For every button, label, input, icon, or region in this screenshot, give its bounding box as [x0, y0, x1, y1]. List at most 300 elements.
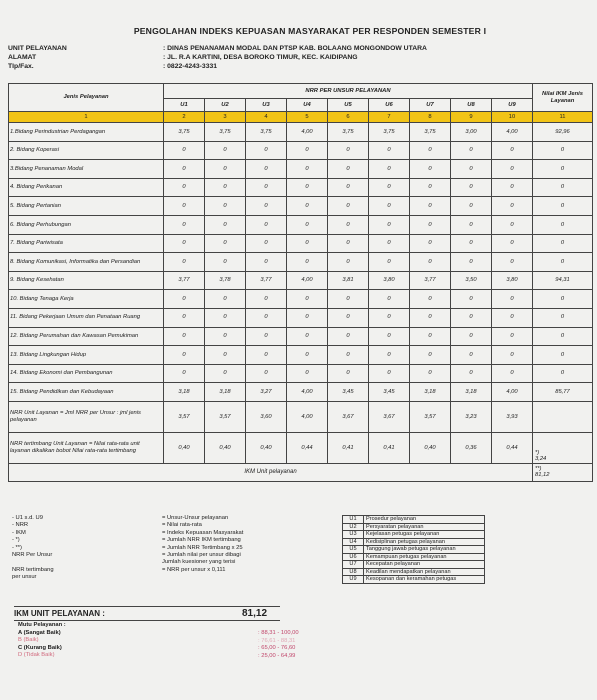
nrr-tertimbang-value: 0,41 — [369, 432, 410, 463]
unsur-label: Keadilan mendapatkan pelayanan — [364, 568, 485, 576]
nrr-value: 0 — [328, 160, 369, 179]
nrr-value: 0 — [164, 215, 205, 234]
nrr-value: 0 — [287, 308, 328, 327]
nrr-value: 0 — [164, 253, 205, 272]
nrr-value: 0 — [164, 197, 205, 216]
nrr-tertimbang-total — [533, 432, 593, 463]
nrr-unit-value: 3,57 — [164, 401, 205, 432]
nrr-value: 0 — [246, 160, 287, 179]
nrr-value: 0 — [451, 253, 492, 272]
star-note: **) — [535, 465, 542, 472]
unsur-row — [343, 538, 485, 546]
nrr-value: 0 — [246, 308, 287, 327]
nrr-value: 0 — [410, 141, 451, 160]
header-unit: U1 — [164, 99, 205, 112]
header-unit: U3 — [246, 99, 287, 112]
unsur-row — [343, 523, 485, 531]
column-number: 4 — [246, 112, 287, 123]
nrr-value: 0 — [369, 327, 410, 346]
ikm-value: 0 — [533, 290, 593, 309]
ikm-unit-row-label: IKM Unit pelayanan — [9, 463, 533, 481]
legend-term — [12, 559, 54, 566]
nrr-tertimbang-value: 0,40 — [410, 432, 451, 463]
unsur-code: U1 — [343, 516, 364, 524]
nrr-unit-value: 3,67 — [369, 401, 410, 432]
nrr-value: 0 — [410, 253, 451, 272]
column-number: 2 — [164, 112, 205, 123]
nrr-value: 3,18 — [205, 383, 246, 402]
nrr-value: 0 — [287, 197, 328, 216]
table-row — [9, 234, 593, 253]
nrr-value: 0 — [451, 327, 492, 346]
nrr-value: 3,18 — [451, 383, 492, 402]
service-name: 6. Bidang Perhubungan — [9, 215, 164, 234]
nrr-value: 0 — [492, 364, 533, 383]
nrr-value: 0 — [492, 253, 533, 272]
table-row — [9, 215, 593, 234]
nrr-value: 0 — [451, 197, 492, 216]
nrr-unit-value: 3,60 — [246, 401, 287, 432]
legend-definition: = Unsur-Unsur pelayanan — [162, 515, 229, 521]
nrr-unit-value: 3,57 — [410, 401, 451, 432]
unsur-code: U5 — [343, 546, 364, 554]
legend-definition: = Indeks Kepuasan Masyarakat — [162, 529, 244, 536]
nrr-tertimbang-label: NRR tertimbang Unit Layanan = Nilai rata-rata unit layanan dikalikan bobot Nilai rata-rata tertimbang — [9, 432, 164, 463]
service-name: 8. Bidang Komunikasi, Informatika dan Persandian — [9, 253, 164, 272]
unsur-code: U8 — [343, 568, 364, 576]
nrr-value: 3,75 — [205, 123, 246, 142]
header-unit: U7 — [410, 99, 451, 112]
table-row — [9, 141, 593, 160]
nrr-value: 0 — [410, 197, 451, 216]
nrr-value: 0 — [287, 290, 328, 309]
table-row — [9, 383, 593, 402]
nrr-value: 0 — [205, 197, 246, 216]
table-row — [9, 178, 593, 197]
nrr-value: 0 — [205, 160, 246, 179]
column-number: 9 — [451, 112, 492, 123]
column-number: 8 — [410, 112, 451, 123]
nrr-value: 0 — [369, 290, 410, 309]
nrr-value: 0 — [328, 290, 369, 309]
nrr-value: 0 — [246, 234, 287, 253]
mutu-grade-range: : 25,00 - 64,99 — [258, 652, 296, 659]
ikm-value: 0 — [533, 253, 593, 272]
nrr-unit-value: 4,00 — [287, 401, 328, 432]
nrr-value: 0 — [492, 178, 533, 197]
unsur-row — [343, 531, 485, 539]
legend-term: per unsur — [12, 574, 37, 581]
nrr-value: 3,80 — [492, 271, 533, 290]
nrr-value: 0 — [492, 308, 533, 327]
mutu-grade: B (Baik) — [18, 637, 39, 644]
meta-value: : JL. R.A KARTINI, DESA BOROKO TIMUR, KEC. KAIDIPANG — [163, 54, 358, 61]
service-name: 4. Bidang Perikanan — [9, 178, 164, 197]
nrr-unit-row — [9, 401, 593, 432]
nrr-unit-value: 3,57 — [205, 401, 246, 432]
legend-term: NRR tertimbang — [12, 566, 54, 573]
nrr-value: 0 — [246, 253, 287, 272]
column-number: 1 — [9, 112, 164, 123]
nrr-value: 0 — [328, 308, 369, 327]
table-row — [9, 271, 593, 290]
nrr-value: 0 — [369, 141, 410, 160]
nrr-value: 0 — [451, 160, 492, 179]
nrr-value: 0 — [369, 160, 410, 179]
nrr-value: 0 — [410, 160, 451, 179]
nrr-value: 0 — [287, 327, 328, 346]
table-row — [9, 123, 593, 142]
unsur-row — [343, 576, 485, 584]
legend-term: - U1 s.d. U9 — [12, 515, 43, 521]
legend-definitions — [162, 515, 243, 574]
nrr-value: 0 — [287, 253, 328, 272]
service-name: 1.Bidang Perindustrian Perdagangan — [9, 123, 164, 142]
table-row — [9, 346, 593, 365]
nrr-value: 0 — [410, 364, 451, 383]
header-unit: U6 — [369, 99, 410, 112]
unsur-row — [343, 546, 485, 554]
column-number: 10 — [492, 112, 533, 123]
nrr-value: 4,00 — [287, 271, 328, 290]
nrr-value: 0 — [328, 234, 369, 253]
nrr-value: 3,27 — [246, 383, 287, 402]
unsur-label: Kesopanan dan keramahan petugas — [364, 576, 485, 584]
nrr-value: 4,00 — [287, 123, 328, 142]
ikm-value: 0 — [533, 141, 593, 160]
mutu-title: Mutu Pelayanan : — [18, 622, 66, 628]
nrr-value: 0 — [492, 327, 533, 346]
nrr-value: 0 — [205, 178, 246, 197]
unsur-label: Kejelasan petugas pelayanan — [364, 531, 485, 539]
unsur-label: Prosedur pelayanan — [364, 516, 485, 524]
ikm-value: 0 — [533, 215, 593, 234]
nrr-value: 0 — [164, 290, 205, 309]
mutu-grade-range: : 88,31 - 100,00 — [258, 630, 299, 636]
ikm-value: 81,12 — [535, 472, 550, 479]
star-note: *) — [535, 449, 540, 456]
nrr-value: 0 — [205, 215, 246, 234]
table-row — [9, 290, 593, 309]
nrr-value: 0 — [287, 234, 328, 253]
nrr-value: 0 — [287, 364, 328, 383]
nrr-value: 0 — [287, 141, 328, 160]
nrr-value: 0 — [451, 290, 492, 309]
ikm-value: 0 — [533, 160, 593, 179]
nrr-value: 0 — [492, 141, 533, 160]
service-name: 7. Bidang Pariwisata — [9, 234, 164, 253]
meta-value: : 0822-4243-3331 — [163, 63, 218, 70]
nrr-value: 3,75 — [246, 123, 287, 142]
legend-definition: = Jumlah NRR Tertimbang x 25 — [162, 544, 243, 551]
nrr-value: 0 — [164, 178, 205, 197]
nrr-value: 0 — [205, 141, 246, 160]
service-name: 3.Bidang Penanaman Modal — [9, 160, 164, 179]
nrr-value: 0 — [451, 141, 492, 160]
nrr-value: 0 — [492, 197, 533, 216]
nrr-value: 3,45 — [328, 383, 369, 402]
nrr-value: 0 — [410, 290, 451, 309]
nrr-value: 0 — [492, 290, 533, 309]
nrr-value: 0 — [492, 160, 533, 179]
unit-meta — [8, 44, 427, 71]
nrr-value: 0 — [328, 253, 369, 272]
nrr-value: 0 — [451, 364, 492, 383]
service-name: 15. Bidang Pendidikan dan Kebudayaan — [9, 383, 164, 402]
meta-label: UNIT PELAYANAN — [8, 45, 67, 52]
service-name: 5. Bidang Pertanian — [9, 197, 164, 216]
nrr-value: 4,00 — [492, 383, 533, 402]
nrr-value: 3,75 — [410, 123, 451, 142]
nrr-value: 3,45 — [369, 383, 410, 402]
column-number: 3 — [205, 112, 246, 123]
nrr-tertimbang-value: 0,44 — [287, 432, 328, 463]
unsur-row — [343, 553, 485, 561]
service-name: 10. Bidang Tenaga Kerja — [9, 290, 164, 309]
header-nrr-group: NRR PER UNSUR PELAYANAN — [164, 84, 533, 99]
nrr-unit-label: NRR Unit Layanan = Jml NRR per Unsur : jml jenis pelayanan — [9, 401, 164, 432]
nrr-value: 3,18 — [410, 383, 451, 402]
nrr-tertimbang-value: 0,40 — [246, 432, 287, 463]
header-unit: U2 — [205, 99, 246, 112]
nrr-value: 3,78 — [205, 271, 246, 290]
nrr-value: 0 — [246, 346, 287, 365]
nrr-value: 0 — [410, 308, 451, 327]
nrr-value: 3,77 — [410, 271, 451, 290]
column-number: 11 — [533, 112, 593, 123]
nrr-value: 0 — [246, 364, 287, 383]
nrr-value: 0 — [369, 308, 410, 327]
service-name: 12. Bidang Perumahan dan Kawasan Pemukiman — [9, 327, 164, 346]
nrr-tertimbang-value: 0,36 — [451, 432, 492, 463]
nrr-unit-value: 3,93 — [492, 401, 533, 432]
meta-label: Tlp/Fax. — [8, 63, 34, 70]
unsur-code: U2 — [343, 523, 364, 531]
legend-term: - IKM — [12, 529, 26, 536]
unsur-label: Persyaratan pelayanan — [364, 523, 485, 531]
legend-term: - *) — [12, 537, 20, 544]
nrr-tertimbang-row — [9, 432, 593, 463]
nrr-value: 0 — [328, 364, 369, 383]
nrr-value: 0 — [369, 234, 410, 253]
nrr-value: 3,77 — [164, 271, 205, 290]
service-name: 14. Bidang Ekonomi dan Pembangunan — [9, 364, 164, 383]
legend-term: NRR Per Unsur — [12, 551, 53, 558]
service-name: 13. Bidang Lingkungan Hidup — [9, 346, 164, 365]
table-row — [9, 253, 593, 272]
nrr-value: 3,75 — [369, 123, 410, 142]
ikm-unit-summary — [14, 606, 280, 621]
column-number: 5 — [287, 112, 328, 123]
nrr-value: 0 — [410, 234, 451, 253]
unsur-label: Kemampuan petugas pelayanan — [364, 553, 485, 561]
nrr-value: 0 — [410, 346, 451, 365]
nrr-value: 0 — [451, 234, 492, 253]
nrr-tertimbang-value: 0,41 — [328, 432, 369, 463]
nrr-value: 0 — [328, 141, 369, 160]
nrr-value: 0 — [164, 327, 205, 346]
nrr-value: 0 — [164, 364, 205, 383]
nrr-value: 0 — [205, 364, 246, 383]
nrr-value: 0 — [205, 290, 246, 309]
nrr-value: 3,81 — [328, 271, 369, 290]
table-row — [9, 160, 593, 179]
unsur-code: U3 — [343, 531, 364, 539]
service-name: 9. Bidang Kesehatan — [9, 271, 164, 290]
ikm-value: 85,77 — [533, 383, 593, 402]
empty-cell — [533, 401, 593, 432]
column-number: 7 — [369, 112, 410, 123]
nrr-value: 0 — [164, 234, 205, 253]
unsur-code: U6 — [343, 553, 364, 561]
nrr-value: 0 — [410, 215, 451, 234]
unsur-row — [343, 568, 485, 576]
nrr-value: 4,00 — [492, 123, 533, 142]
nrr-value: 0 — [451, 308, 492, 327]
ikm-unit-label: IKM UNIT PELAYANAN : — [14, 609, 105, 618]
ikm-unit-value: 81,12 — [242, 608, 268, 619]
nrr-value: 3,77 — [246, 271, 287, 290]
nrr-value: 0 — [492, 346, 533, 365]
nrr-value: 0 — [287, 346, 328, 365]
nrr-value: 0 — [205, 308, 246, 327]
mutu-grade: A (Sangat Baik) — [18, 629, 61, 636]
nrr-value: 0 — [205, 327, 246, 346]
legend-term: - **) — [12, 544, 22, 551]
nrr-value: 0 — [164, 308, 205, 327]
service-name: 11. Bidang Pekerjaan Umum dan Penataan Ruang — [9, 308, 164, 327]
ikm-value: 94,31 — [533, 271, 593, 290]
nrr-value: 0 — [246, 178, 287, 197]
nrr-unit-value: 3,23 — [451, 401, 492, 432]
mutu-grade: D (Tidak Baik) — [18, 652, 55, 659]
nrr-value: 0 — [328, 178, 369, 197]
ikm-table — [8, 83, 593, 482]
ikm-unit-row-value — [533, 463, 593, 481]
nrr-value: 3,75 — [164, 123, 205, 142]
unsur-row — [343, 516, 485, 524]
table-row — [9, 197, 593, 216]
ikm-value: 0 — [533, 234, 593, 253]
nrr-value: 0 — [369, 346, 410, 365]
ikm-value: 0 — [533, 178, 593, 197]
nrr-value: 0 — [205, 234, 246, 253]
nrr-value: 0 — [246, 215, 287, 234]
header-unit: U5 — [328, 99, 369, 112]
legend-definition: = Nilai rata-rata — [162, 522, 202, 529]
legend-definition: = NRR per unsur x 0,111 — [162, 566, 226, 573]
unsur-label: Kecepatan pelayanan — [364, 561, 485, 569]
table-row — [9, 364, 593, 383]
unsur-row — [343, 561, 485, 569]
meta-value: : DINAS PENANAMAN MODAL DAN PTSP KAB. BOLAANG MONGONDOW UTARA — [163, 45, 427, 52]
nrr-value: 0 — [328, 327, 369, 346]
column-number: 6 — [328, 112, 369, 123]
nrr-value: 0 — [164, 346, 205, 365]
ikm-value: 0 — [533, 197, 593, 216]
unsur-list-table — [342, 515, 485, 584]
header-unit: U4 — [287, 99, 328, 112]
nrr-value: 0 — [492, 234, 533, 253]
nrr-value: 0 — [492, 215, 533, 234]
nrr-value: 0 — [369, 178, 410, 197]
nrr-value: 3,50 — [451, 271, 492, 290]
nrr-value: 0 — [369, 253, 410, 272]
nrr-value: 0 — [246, 197, 287, 216]
service-name: 2. Bidang Koperasi — [9, 141, 164, 160]
header-unit: U9 — [492, 99, 533, 112]
unsur-label: Kedisiplinan petugas pelayanan — [364, 538, 485, 546]
ikm-unit-row — [9, 463, 593, 481]
nrr-value: 0 — [369, 197, 410, 216]
nrr-tertimbang-value: 0,40 — [164, 432, 205, 463]
nrr-unit-value: 3,67 — [328, 401, 369, 432]
table-row — [9, 327, 593, 346]
legend-term: - NRR — [12, 522, 29, 529]
unsur-code: U7 — [343, 561, 364, 569]
nrr-value: 0 — [246, 141, 287, 160]
nrr-value: 0 — [451, 346, 492, 365]
legend-definition: = Jumlah nilai per unsur dibagi — [162, 551, 241, 558]
ikm-value: 0 — [533, 346, 593, 365]
mutu-grade-range: : 76,61 - 88,31 — [258, 637, 296, 644]
nrr-value: 0 — [410, 327, 451, 346]
unsur-code: U9 — [343, 576, 364, 584]
nrr-value: 0 — [328, 346, 369, 365]
nrr-value: 0 — [451, 178, 492, 197]
nrr-tertimbang-value: 0,44 — [492, 432, 533, 463]
nrr-value: 0 — [205, 253, 246, 272]
ikm-value: 0 — [533, 327, 593, 346]
table-row — [9, 308, 593, 327]
nrr-value: 0 — [410, 178, 451, 197]
total-value: 3,24 — [535, 456, 547, 463]
nrr-value: 0 — [369, 364, 410, 383]
mutu-pelayanan — [18, 622, 66, 660]
unsur-label: Tanggung jawab petugas pelayanan — [364, 546, 485, 554]
nrr-value: 0 — [287, 178, 328, 197]
mutu-ranges — [258, 630, 299, 660]
nrr-value: 0 — [246, 290, 287, 309]
nrr-value: 0 — [328, 197, 369, 216]
nrr-value: 0 — [164, 141, 205, 160]
ikm-value: 0 — [533, 364, 593, 383]
header-ikm: Nilai IKM Jenis Layanan — [533, 84, 593, 112]
nrr-value: 3,80 — [369, 271, 410, 290]
ikm-value: 92,96 — [533, 123, 593, 142]
header-service: Jenis Pelayanan — [9, 84, 164, 112]
nrr-value: 0 — [287, 215, 328, 234]
nrr-value: 0 — [164, 160, 205, 179]
nrr-tertimbang-value: 0,40 — [205, 432, 246, 463]
mutu-grade: C (Kurang Baik) — [18, 644, 62, 651]
nrr-value: 3,00 — [451, 123, 492, 142]
nrr-value: 0 — [328, 215, 369, 234]
legend-abbreviations — [12, 515, 54, 582]
meta-label: ALAMAT — [8, 54, 37, 61]
unsur-code: U4 — [343, 538, 364, 546]
legend-definition: = Jumlah NRR IKM tertimbang — [162, 537, 241, 544]
nrr-value: 3,75 — [328, 123, 369, 142]
ikm-value: 0 — [533, 308, 593, 327]
nrr-value: 0 — [369, 215, 410, 234]
nrr-value: 0 — [205, 346, 246, 365]
nrr-value: 3,18 — [164, 383, 205, 402]
nrr-value: 4,00 — [287, 383, 328, 402]
page-title: PENGOLAHAN INDEKS KEPUASAN MASYARAKAT PER RESPONDEN SEMESTER I — [133, 26, 487, 36]
legend-definition: Jumlah kuesioner yang terisi — [162, 559, 236, 566]
nrr-value: 0 — [451, 215, 492, 234]
